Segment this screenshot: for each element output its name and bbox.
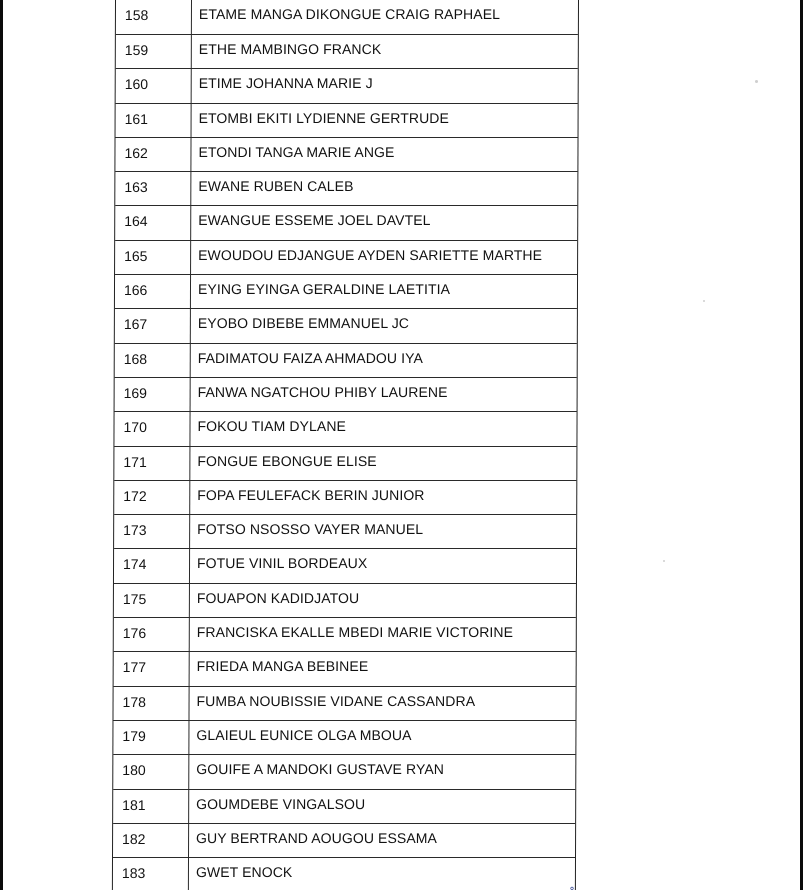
row-number: 172: [114, 481, 190, 514]
table-row: [116, 35, 578, 69]
table-row: [114, 584, 576, 618]
row-number: 180: [113, 755, 189, 788]
student-name: FOTSO NSOSSO VAYER MANUEL: [197, 521, 424, 538]
student-name: GOUIFE A MANDOKI GUSTAVE RYAN: [196, 761, 445, 778]
student-name: ETHE MAMBINGO FRANCK: [198, 41, 382, 57]
row-number: 158: [116, 0, 192, 34]
row-number: 176: [114, 618, 190, 651]
row-number: 179: [113, 721, 189, 754]
student-name: GOUMDEBE VINGALSOU: [196, 795, 366, 812]
row-number: 164: [115, 206, 191, 239]
table-row: [114, 481, 576, 515]
row-number: 178: [113, 687, 189, 720]
student-name: ETONDI TANGA MARIE ANGE: [198, 143, 395, 160]
student-name: FRANCISKA EKALLE MBEDI MARIE VICTORINE: [196, 624, 514, 641]
row-number: 174: [114, 549, 190, 582]
table-row: [114, 412, 576, 446]
row-number: 163: [115, 172, 191, 205]
table-row: [114, 618, 576, 652]
table-row: [116, 0, 578, 35]
student-name: ETOMBI EKITI LYDIENNE GERTRUDE: [198, 109, 450, 126]
student-name: GWET ENOCK: [195, 864, 293, 881]
student-name: GLAIEUL EUNICE OLGA MBOUA: [196, 726, 412, 743]
row-number: 173: [114, 515, 190, 548]
student-name: EYING EYINGA GERALDINE LAETITIA: [197, 281, 451, 298]
student-name: EWANE RUBEN CALEB: [198, 178, 354, 195]
row-number: 165: [115, 241, 191, 274]
row-number: 169: [115, 378, 191, 411]
row-number: 166: [115, 275, 191, 308]
scan-speck: [755, 80, 758, 83]
table-row: [114, 447, 576, 481]
student-name: FOKOU TIAM DYLANE: [197, 418, 347, 435]
student-name: FOTUE VINIL BORDEAUX: [197, 555, 368, 572]
table-row: [115, 344, 577, 378]
table-row: [113, 858, 575, 890]
row-number: 181: [113, 790, 189, 823]
student-name: EWOUDOU EDJANGUE AYDEN SARIETTE MARTHE: [198, 246, 543, 263]
table-row: [113, 721, 575, 755]
row-number: 159: [116, 35, 192, 68]
table-row: [115, 275, 577, 309]
row-number: 162: [115, 138, 191, 171]
row-number: 182: [113, 824, 189, 857]
student-name: FOUAPON KADIDJATOU: [196, 589, 360, 606]
row-number: 170: [114, 412, 190, 445]
row-number: 161: [116, 104, 192, 137]
row-number: 168: [115, 344, 191, 377]
student-name: FOPA FEULEFACK BERIN JUNIOR: [197, 486, 425, 503]
table-row: [113, 790, 575, 824]
row-number: 175: [114, 584, 190, 617]
student-name: FANWA NGATCHOU PHIBY LAURENE: [197, 383, 448, 400]
table-row: [115, 241, 577, 275]
student-name: FRIEDA MANGA BEBINEE: [196, 658, 369, 675]
table-row: [115, 172, 577, 206]
table-row: [113, 755, 575, 789]
scan-speck: [703, 300, 705, 302]
table-row: [115, 206, 577, 240]
table-row: [115, 309, 577, 343]
table-row: [113, 687, 575, 721]
table-row: [116, 69, 578, 103]
student-name: GUY BERTRAND AOUGOU ESSAMA: [196, 829, 438, 846]
student-name: FONGUE EBONGUE ELISE: [197, 452, 377, 469]
student-name: ETAME MANGA DIKONGUE CRAIG RAPHAEL: [198, 6, 501, 22]
table-row: [115, 378, 577, 412]
row-number: 160: [116, 69, 192, 102]
student-name: EWANGUE ESSEME JOEL DAVTEL: [198, 212, 431, 229]
table-row: [114, 515, 576, 549]
row-number: 183: [113, 858, 189, 890]
scan-speck: [663, 560, 665, 562]
row-number: 177: [114, 652, 190, 685]
row-number: 167: [115, 309, 191, 342]
pen-mark: ˳: [569, 876, 575, 890]
roster-table: [112, 0, 579, 890]
table-row: [113, 824, 575, 858]
document-page: [3, 0, 800, 890]
row-number: 171: [114, 447, 190, 480]
table-row: [114, 549, 576, 583]
student-name: EYOBO DIBEBE EMMANUEL JC: [197, 315, 410, 332]
student-name: ETIME JOHANNA MARIE J: [198, 75, 373, 92]
student-name: FADIMATOU FAIZA AHMADOU IYA: [197, 349, 423, 366]
table-row: [115, 138, 577, 172]
table-row: [114, 652, 576, 686]
student-name: FUMBA NOUBISSIE VIDANE CASSANDRA: [196, 692, 476, 709]
table-row: [116, 104, 578, 138]
